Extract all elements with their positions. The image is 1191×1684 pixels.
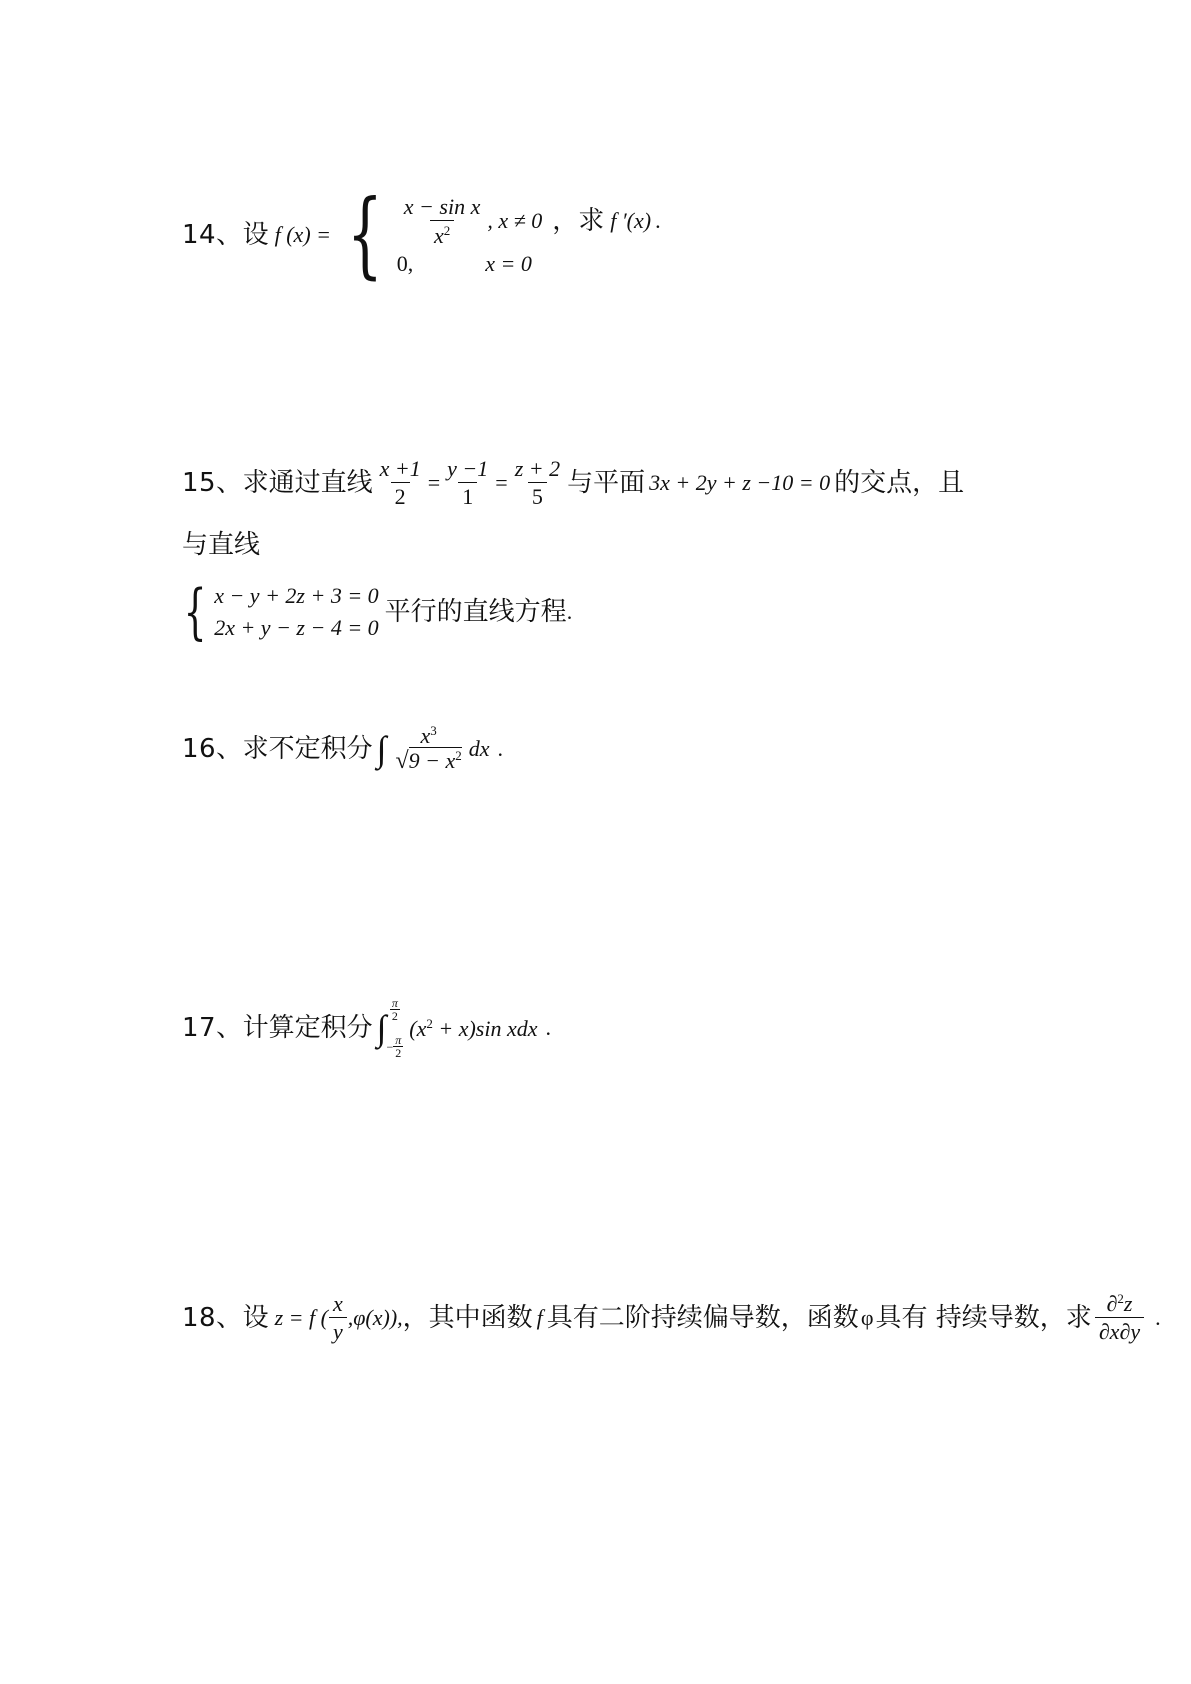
lower-limit: − $\frac{\pi}{2}$ xyxy=(386,1033,402,1060)
fraction: $\frac{z + 2}{5}$ xyxy=(514,456,561,509)
problem-16 xyxy=(182,724,503,773)
period: . xyxy=(566,599,573,624)
denominator: $x^2$ xyxy=(430,220,454,247)
numerator: $x^3$ xyxy=(420,723,437,748)
problem-text: 具有 xyxy=(875,1302,928,1333)
case-condition: x = 0 xyxy=(485,250,532,276)
function-label: f (x) = xyxy=(274,222,331,247)
period: . xyxy=(1155,1304,1161,1330)
integral-sign: ∫ xyxy=(376,1008,387,1048)
system-equation-2: 2x + y − z − 4 = 0 xyxy=(214,615,379,640)
upper-limit: $\frac{\pi}{2}$ xyxy=(391,996,398,1023)
problem-text: 求不定积分 xyxy=(242,733,373,764)
period: . xyxy=(497,735,504,761)
fraction xyxy=(391,724,465,773)
period: . xyxy=(545,1015,552,1040)
differential: dx xyxy=(468,735,490,761)
integral-limits xyxy=(386,996,403,1060)
problem-text: 的交点，且 xyxy=(834,468,965,498)
system-brace: { xyxy=(183,577,207,647)
problem-text: 持续导数，求 xyxy=(935,1302,1092,1333)
problem-text: 与平面 xyxy=(567,468,646,498)
sqrt-denominator: $√9 - x^2$ xyxy=(395,748,462,774)
problem-text: 计算定积分 xyxy=(242,1013,373,1043)
radical-icon: √ xyxy=(395,748,409,774)
problem-text: ，求 xyxy=(552,206,605,236)
problem-text: ，其中函数 xyxy=(402,1302,533,1333)
integral-sign: ∫ xyxy=(376,728,387,769)
fraction: $\frac{x +1}{2}$ xyxy=(379,456,421,509)
problem-18-line-2 xyxy=(936,1292,1161,1343)
fraction xyxy=(400,193,485,248)
problem-number: 14、 xyxy=(182,220,243,250)
denominator: ∂x∂y xyxy=(1095,1317,1144,1343)
problem-text: 设 xyxy=(242,1302,269,1333)
partial-derivative xyxy=(1095,1292,1144,1343)
problem-text: 平行的直线方程 xyxy=(384,597,567,627)
equals-sign: = xyxy=(495,470,508,495)
case-1 xyxy=(397,193,661,248)
problem-15 xyxy=(182,456,965,647)
problem-text: 具有二阶持续偏导数，函数 xyxy=(546,1302,859,1333)
problem-number: 15、 xyxy=(182,468,243,498)
problem-number: 16、 xyxy=(182,733,243,764)
fraction: $\frac{y -1}{1}$ xyxy=(447,456,489,509)
composite-function: z = f ( $\frac{x}{y}$ ,φ(x)), xyxy=(274,1290,403,1344)
problem-text: 与直线 xyxy=(182,530,261,560)
phi-symbol: φ xyxy=(860,1304,874,1330)
system-equation-1: x − y + 2z + 3 = 0 xyxy=(214,583,379,608)
period: . xyxy=(655,208,661,233)
piecewise-cases xyxy=(396,193,661,276)
problem-text: 求通过直线 xyxy=(242,468,373,498)
problem-17 xyxy=(182,996,552,1060)
integrand: $(x^2 + x)\sin$ xdx xyxy=(409,1015,538,1041)
problem-18 xyxy=(182,1260,1161,1343)
piecewise-brace: { xyxy=(346,180,383,289)
case-value: 0, xyxy=(396,250,414,276)
numerator: ∂$^2$z xyxy=(1106,1291,1133,1316)
problem-number: 18、 xyxy=(182,1302,243,1333)
plane-equation: 3x + 2y + z −10 = 0 xyxy=(649,470,831,495)
numerator: x − sin x xyxy=(403,193,481,219)
function-symbol: f xyxy=(536,1304,543,1330)
problem-number: 17、 xyxy=(182,1013,243,1043)
line-system-row xyxy=(182,577,573,647)
problem-text: 设 xyxy=(242,220,269,250)
case-condition: , x ≠ 0 xyxy=(487,208,543,233)
equals-sign: = xyxy=(427,470,441,495)
equation-system xyxy=(214,585,378,639)
case-2 xyxy=(396,250,661,276)
problem-14 xyxy=(182,180,661,289)
derivative-label: f ′(x) xyxy=(610,208,652,233)
